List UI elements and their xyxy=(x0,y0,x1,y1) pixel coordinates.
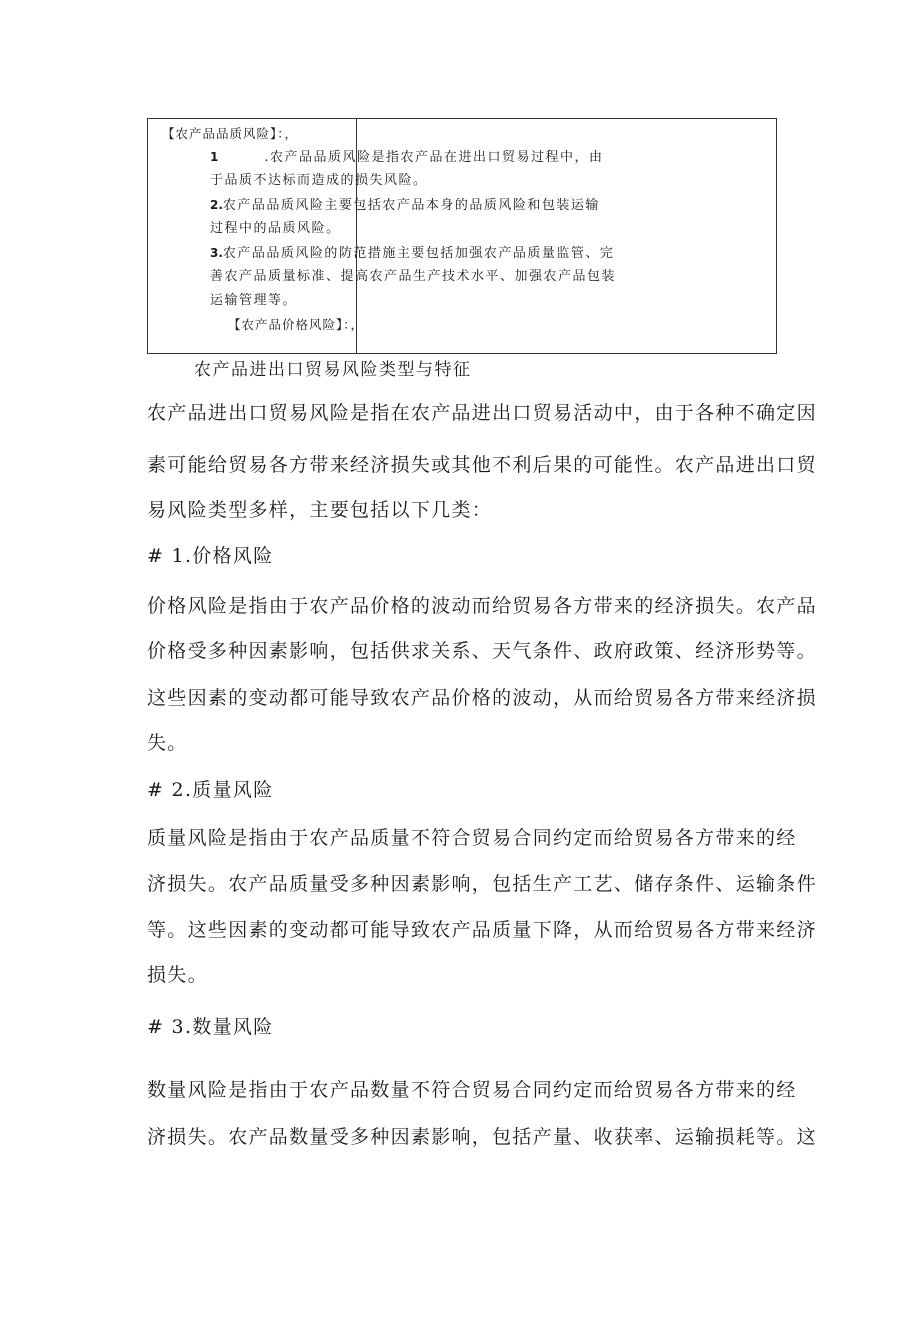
item-line: 于品质不达标而造成的损失风险。 xyxy=(210,173,428,188)
table-item-2-cont xyxy=(210,217,341,241)
paragraph-line: 价格受多种因素影响，包括供求关系、天气条件、政府政策、经济形势等。 xyxy=(147,640,817,662)
item-line: .农产品品质风险是指农产品在进出口贸易过程中，由 xyxy=(264,150,604,165)
paragraph-line: 等。这些因素的变动都可能导致农产品质量下降，从而给贸易各方带来经济 xyxy=(147,919,817,941)
paragraph-line: 这些因素的变动都可能导致农产品价格的波动，从而给贸易各方带来经济损 xyxy=(147,687,817,709)
item-number: 1 xyxy=(210,150,219,164)
table-item-2 xyxy=(210,193,600,218)
item-number: 3. xyxy=(210,246,223,260)
table-item-3 xyxy=(210,241,614,266)
section-heading: # 3.数量风险 xyxy=(147,1016,274,1038)
item-line: 农产品品质风险的防范措施主要包括加强农产品质量监管、完 xyxy=(222,246,615,261)
item-number: 2. xyxy=(210,198,223,212)
paragraph-line: 济损失。农产品数量受多种因素影响，包括产量、收获率、运输损耗等。这 xyxy=(147,1126,817,1148)
intro-line: 农产品进出口贸易风险是指在农产品进出口贸易活动中，由于各种不确定因 xyxy=(147,402,817,424)
item-line: 善农产品质量标准、提高农产品生产技术水平、加强农产品包装 xyxy=(210,269,617,284)
table-item-1 xyxy=(210,145,604,170)
intro-line: 素可能给贸易各方带来经济损失或其他不利后果的可能性。农产品进出口贸 xyxy=(147,454,817,476)
price-risk-label: 【农产品价格风险】：， xyxy=(228,317,365,332)
paragraph-line: 价格风险是指由于农产品价格的波动而给贸易各方带来的经济损失。农产品 xyxy=(147,595,817,617)
paragraph-line: 数量风险是指由于农产品数量不符合贸易合同约定而给贸易各方带来的经 xyxy=(147,1079,797,1101)
table-item-3-cont xyxy=(210,265,616,289)
paragraph-line: 质量风险是指由于农产品质量不符合贸易合同约定而给贸易各方带来的经 xyxy=(147,827,797,849)
item-line: 运输管理等。 xyxy=(210,293,298,308)
section-caption: 农产品进出口贸易风险类型与特征 xyxy=(194,360,472,380)
section-heading: # 2.质量风险 xyxy=(147,779,274,801)
paragraph-line: 失。 xyxy=(147,732,188,754)
table-item-1-cont xyxy=(210,169,428,193)
table-left-label: 【农产品品质风险】：， xyxy=(162,126,299,141)
table-item-3-cont2 xyxy=(210,289,297,313)
paragraph-line: 济损失。农产品质量受多种因素影响，包括生产工艺、储存条件、运输条件 xyxy=(147,873,817,895)
paragraph-line: 损失。 xyxy=(147,964,208,986)
item-line: 过程中的品质风险。 xyxy=(210,221,341,236)
section-heading: # 1.价格风险 xyxy=(147,545,274,567)
item-line: 农产品品质风险主要包括农产品本身的品质风险和包装运输 xyxy=(222,198,600,213)
intro-line: 易风险类型多样，主要包括以下几类： xyxy=(147,499,493,521)
